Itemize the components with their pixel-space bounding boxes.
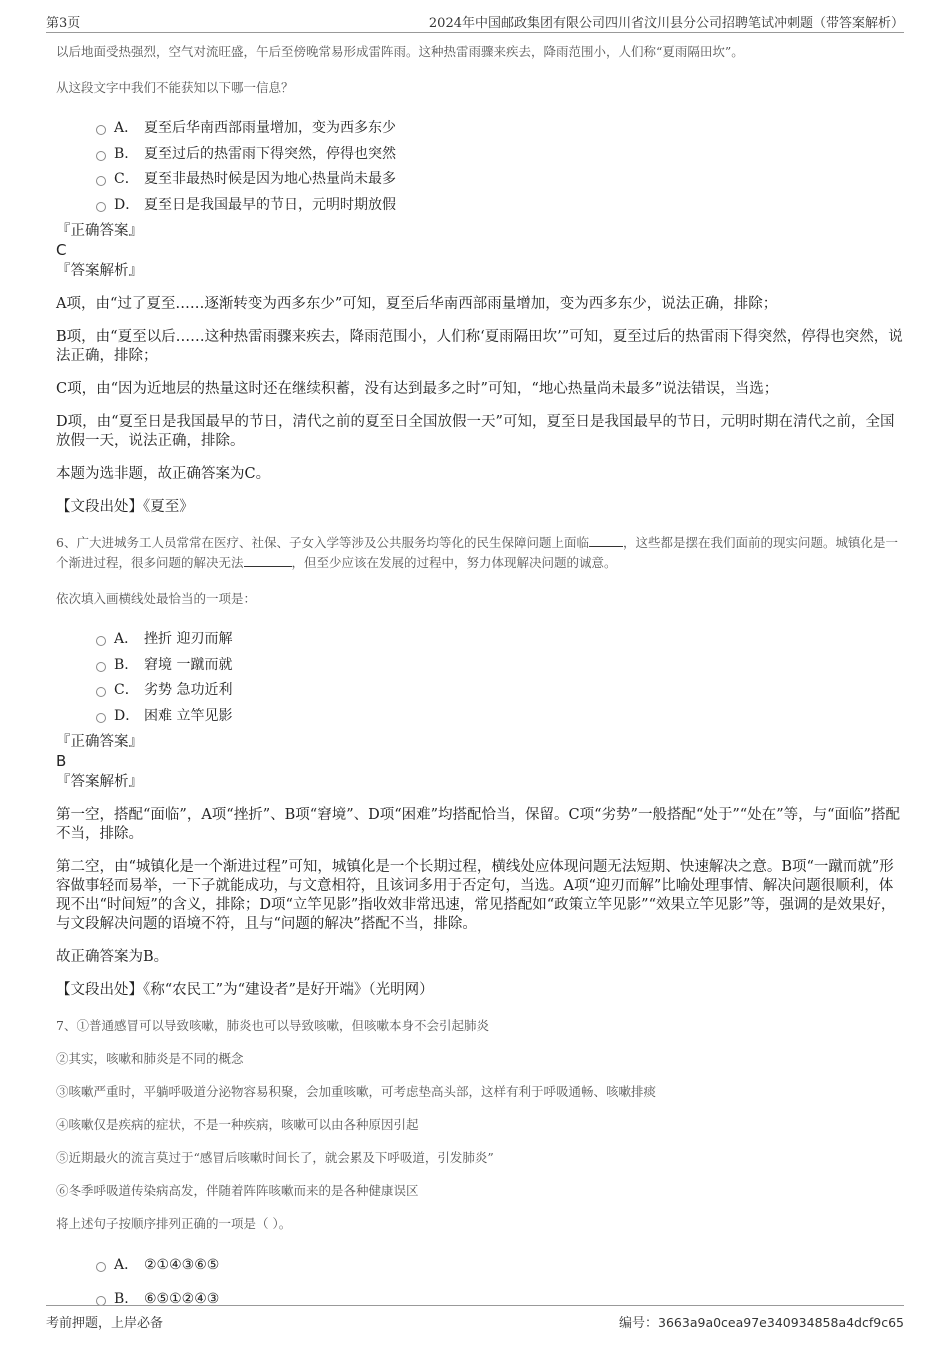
q5-option-b[interactable] <box>96 142 906 168</box>
q5-passage: 以后地面受热强烈，空气对流旺盛，午后至傍晚常易形成雷阵雨。这种热雷雨骤来疾去，降雨范围小，人们称“夏雨隔田坎”。 <box>56 44 744 59</box>
footer-slogan: 考前押题，上岸必备 <box>46 1316 164 1331</box>
document-body <box>56 40 906 1316</box>
option-text: 窘境 一蹴而就 <box>144 656 233 673</box>
q6-conclusion: 故正确答案为B。 <box>56 949 169 965</box>
q6-stem-part3: ，但至少应该在发展的过程中，努力体现解决问题的诚意。 <box>291 555 617 570</box>
document-code <box>619 1312 904 1331</box>
q5-analysis-d: D项，由“夏至日是我国最早的节日，清代之前的夏至日全国放假一天”可知，夏至日是我国最早的节日，元明时期在清代之前，全国放假一天，说法正确，排除。 <box>56 414 895 449</box>
radio-icon[interactable] <box>96 151 106 161</box>
option-label: D． <box>114 707 140 724</box>
option-label: B. <box>114 656 129 673</box>
q5-analysis-a: A项，由“过了夏至……逐渐转变为西多东少”可知，夏至后华南西部雨量增加，变为西多东少，说法正确，排除； <box>56 296 778 312</box>
page-footer <box>46 1305 904 1331</box>
q7-line-3: ③咳嗽严重时，平躺呼吸道分泌物容易积聚，会加重咳嗽，可考虑垫高头部，这样有利于呼吸通畅、咳嗽排痰 <box>56 1084 657 1099</box>
q6-blank-1 <box>589 534 623 547</box>
code-value: 3663a9a0cea97e340934858a4dcf9c65 <box>658 1315 904 1330</box>
option-text: 夏至过后的热雷雨下得突然，停得也突然 <box>144 145 396 162</box>
q6-answer-heading: 『正确答案』 <box>56 734 143 750</box>
option-label: B. <box>114 1291 129 1307</box>
q6-stem <box>56 533 906 573</box>
radio-icon[interactable] <box>96 202 106 212</box>
q6-question: 依次填入画横线处最恰当的一项是： <box>56 591 257 606</box>
q7-line-2: ②其实，咳嗽和肺炎是不同的概念 <box>56 1051 244 1066</box>
q6-analysis-2: 第二空，由“城镇化是一个渐进过程”可知，城镇化是一个长期过程，横线处应体现问题无法短期、快速解决之意。B项“一蹴而就”形容做事轻而易举，一下子就能成功，与文意相符，且该词多用于否定句，当选。A项“迎刃而解”比喻处理事情、解决问题很顺利，体现不出“时间短”的含义，排除；D项“立竿见影”指收效非常迅速，常见搭配如“政策立竿见影”“效果立竿见影”等，强调的是效果好，与文段解决问题的语境不符，且与“问题的解决”搭配不当，排除。 <box>56 859 896 932</box>
q5-conclusion: 本题为选非题，故正确答案为C。 <box>56 466 271 482</box>
option-text: 挫折 迎刃而解 <box>144 631 233 647</box>
q5-question: 从这段文字中我们不能获知以下哪一信息？ <box>56 80 294 95</box>
option-text: ⑥⑤①②④③ <box>144 1291 220 1307</box>
option-text: 夏至非最热时候是因为地心热量尚未最多 <box>144 171 396 187</box>
q6-stem-part1: 6、广大进城务工人员常常在医疗、社保、子女入学等涉及公共服务均等化的民生保障问题上面临 <box>56 535 589 550</box>
option-label: B. <box>114 145 129 162</box>
q5-option-c[interactable] <box>96 167 906 193</box>
q7-line-6: ⑥冬季呼吸道传染病高发，伴随着阵阵咳嗽而来的是各种健康误区 <box>56 1183 419 1198</box>
q7-question: 将上述句子按顺序排列正确的一项是（ ）。 <box>56 1216 292 1231</box>
q6-source: 【文段出处】《称“农民工”为“建设者”是好开端》（光明网） <box>56 982 434 998</box>
q5-source: 【文段出处】《夏至》 <box>56 499 194 515</box>
q6-answer: B <box>56 752 67 770</box>
q6-analysis-1: 第一空，搭配“面临”，A项“挫折”、B项“窘境”、D项“困难”均搭配恰当，保留。C项“劣势”一般搭配“处于”“处在”等，与“面临”搭配不当，排除。 <box>56 807 900 842</box>
option-label: A． <box>114 1257 139 1273</box>
q5-answer-heading: 『正确答案』 <box>56 223 143 239</box>
option-label: C． <box>114 171 139 187</box>
radio-icon[interactable] <box>96 636 106 646</box>
q6-option-d[interactable] <box>96 704 906 730</box>
option-text: 困难 立竿见影 <box>144 707 233 724</box>
page-header <box>46 10 904 33</box>
page-number: 第3页 <box>46 16 81 31</box>
option-text: 夏至后华南西部雨量增加，变为西多东少 <box>144 120 396 136</box>
radio-icon[interactable] <box>96 662 106 672</box>
q7-line-5: ⑤近期最火的流言莫过于“感冒后咳嗽时间长了，就会累及下呼吸道，引发肺炎” <box>56 1150 494 1165</box>
q6-analysis-heading: 『答案解析』 <box>56 774 143 790</box>
radio-icon[interactable] <box>96 687 106 697</box>
q7-line-1: 7、①普通感冒可以导致咳嗽，肺炎也可以导致咳嗽，但咳嗽本身不会引起肺炎 <box>56 1018 489 1033</box>
q5-option-a[interactable] <box>96 116 906 142</box>
radio-icon[interactable] <box>96 125 106 135</box>
q5-analysis-b: B项，由“夏至以后……这种热雷雨骤来疾去，降雨范围小，人们称‘夏雨隔田坎’”可知，夏至过后的热雷雨下得突然，停得也突然，说法正确，排除； <box>56 329 903 364</box>
option-label: A． <box>114 120 139 136</box>
q5-analysis-c: C项，由“因为近地层的热量这时还在继续积蓄，没有达到最多之时”可知，“地心热量尚未最多”说法错误，当选； <box>56 381 779 397</box>
q5-analysis-heading: 『答案解析』 <box>56 263 143 279</box>
radio-icon[interactable] <box>96 176 106 186</box>
q7-option-a[interactable] <box>96 1248 906 1282</box>
radio-icon[interactable] <box>96 1262 106 1272</box>
q5-options <box>96 116 906 218</box>
q6-option-a[interactable] <box>96 627 906 653</box>
option-text: ②①④③⑥⑤ <box>144 1257 220 1273</box>
q6-blank-2 <box>244 554 292 567</box>
q6-options <box>96 627 906 729</box>
option-text: 劣势 急功近利 <box>144 682 233 698</box>
q5-option-d[interactable] <box>96 193 906 219</box>
code-label: 编号： <box>619 1316 659 1331</box>
q6-option-b[interactable] <box>96 653 906 679</box>
q6-stem-part2: ，这些都是摆在我们面前的现实问题。城镇化是一个渐进过程，很多问题的解决无法 <box>56 535 898 570</box>
radio-icon[interactable] <box>96 713 106 723</box>
option-label: A． <box>114 631 139 647</box>
option-label: D． <box>114 196 140 213</box>
q5-answer: C <box>56 241 67 259</box>
option-text: 夏至日是我国最早的节日，元明时期放假 <box>144 196 396 213</box>
option-label: C． <box>114 682 139 698</box>
q7-line-4: ④咳嗽仅是疾病的症状，不是一种疾病，咳嗽可以由各种原因引起 <box>56 1117 419 1132</box>
q6-option-c[interactable] <box>96 678 906 704</box>
document-title: 2024年中国邮政集团有限公司四川省汶川县分公司招聘笔试冲刺题（带答案解析） <box>428 16 904 31</box>
